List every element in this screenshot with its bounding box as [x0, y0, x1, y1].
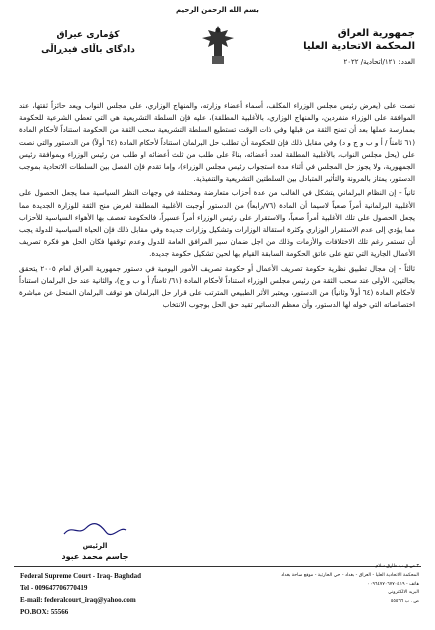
court-name-kurdish: دادگای باڵای فیدڕاڵی: [41, 45, 135, 55]
paragraph-1: نصت على (يعرض رئيس مجلس الوزراء المكلف، أسماء أعضاء وزارته، والمنهاج الوزاري، على مجلس النواب ويعد حائزاً ثقتها، عند الموافقة على الوزراء منفردين، والمنهاج الوزاري، بالأغلبية المطلقة)، عليه فإن السلطة التشريعية هي التي تعطي الشرعية للحكومة بممارسة عملها بعد أن تمنح الثقة من قبلها وفي ذات الوقت تستطيع السلطة التشريعية سحب الثقة من الحكومة استناداً لأحكام المادة (٦١ ثامناً / أ و ب و ج و د) وفي مقابل ذلك فإن للحكومة أن تطلب حل البرلمان استناداً لأحكام المادة (٦٤ أولاً) من الدستور والتي نصت على (يحل مجلس النواب، بالأغلبية المطلقة لعدد أعضائه، بناءً على طلب من ثلث أعضائه او طلب من رئيس الوزراء وبموافقة رئيس الجمهورية، ولا يجوز حل المجلس في أثناء مدة استجواب رئيس مجلس الوزراء)، وإما تقدم فإن الفصل بين السلطات الاتحادية بموجب الدستور، يمتاز بالمرونة والتأثير المتبادل بين السلطتين التشريعية والتنفيذية.: [19, 101, 416, 184]
iraq-eagle-emblem: [198, 22, 238, 68]
footer-arabic: [219, 563, 419, 607]
country-name-kurdish: كؤمارى عيراق: [56, 30, 120, 40]
header-arabic-block: [285, 28, 415, 66]
signatory-name: جاسم محمد عبود: [61, 552, 129, 561]
court-name-arabic: المحكمة الاتحادية العليا: [303, 41, 415, 52]
signatory-title: الرئيس: [82, 542, 108, 550]
footer-page-line: [219, 563, 419, 572]
bismillah-heading: بسم الله الرحمن الرحيم: [176, 6, 259, 14]
footer-english: [20, 570, 210, 618]
footer-ar-line-2: المحكمة الاتحادية العليا - العراق - بغداد - حي الحارثية - موقع ساحة بغداد: [281, 572, 419, 578]
handwritten-signature: [60, 522, 130, 538]
footer-ar-line-3: هاتف - ٠٠٩٦٤٧٧٠٦٧٧٠٤١٩: [367, 581, 419, 587]
document-body: [19, 100, 415, 313]
footer-court-name: Federal Supreme Court - Iraq- Baghdad: [20, 572, 142, 580]
footer-telephone: Tel - 009647706770419: [20, 584, 88, 592]
country-name-arabic: جمهورية العراق: [337, 28, 415, 39]
header-kurdish-block: [28, 30, 148, 55]
footer-ar-line-1: ص ق ب طارق سلام: [375, 564, 416, 569]
signature-block: [40, 522, 150, 561]
document-number: العدد: ١٢١/اتحادية/ ٢٠٢٢: [343, 58, 415, 66]
footer-page-number: ٣: [416, 564, 419, 569]
footer-email: E-mail: federalcourt_iraq@yahoo.com: [20, 596, 136, 604]
paragraph-3: ثالثاً - إن مجال تطبيق نظرية حكومة تصريف الأعمال أو حكومة تصريف الأمور اليومية في دستور جمهورية العراق لعام ٢٠٠٥ يتحقق بحالتين، الأولى عند سحب الثقة من رئيس مجلس الوزراء استناداً لأحكام المادة (٦١/ ثامناً/ أ و ب و ج)، والثانية عند حل البرلمان استناداً لأحكام المادة (٦٤ أولاً وثانياً) من الدستور، ويعتبر الأثر الطبيعي المترتب على قرار حل البرلمان هو توقف البرلمان المنحل عن مباشرة اختصاصاته التي خوله لها الدستور، وأن معظم الدساتير تقيد حق الحل بوجوب الانتخاب: [19, 263, 415, 310]
footer-ar-line-4: البريد الالكتروني: [388, 590, 419, 596]
footer-pobox: PO.BOX: 55566: [20, 608, 69, 616]
paragraph-2: ثانياً - إن النظام البرلماني يتشكل في الغالب من عدة أحزاب متعارضة ومختلفة في وجهات النظر السياسية مما يجعل الحصول على الأغلبية البرلمانية أمراً صعباً لاسيما أن المادة (٧٦/رابعاً) من الدستور أوجبت الأغلبية المطلقة لغرض منح الثقة للوزارة الجديدة مما يجعل الحصول على تلك الأغلبية أمراً صعباً، والاستقرار على رئيس الوزراء أمراً عسيراً، فالحكومة تعصف بها الأهواء السياسية للأحزاب مما يؤدي إلى عدم الاستقرار الوزاري وكثرة استقالة الوزارات وتشكيل وزارات جديدة وفي مقابل ذلك فإن الحياة السياسية للدولة يجب أن تستمر رغم تلك الاختلافات والأزمات وذلك من اجل ضمان سير المرافق العامة للدول وعدم توقفها فكان الحل هو فكرة تصريف الأعمال الجارية التي تقع على عاتق الحكومة السابقة القيام بها لحين تشكيل حكومة جديدة.: [19, 188, 415, 259]
footer-ar-line-5: ص . ب ٥٥٥٦٦: [390, 599, 419, 605]
